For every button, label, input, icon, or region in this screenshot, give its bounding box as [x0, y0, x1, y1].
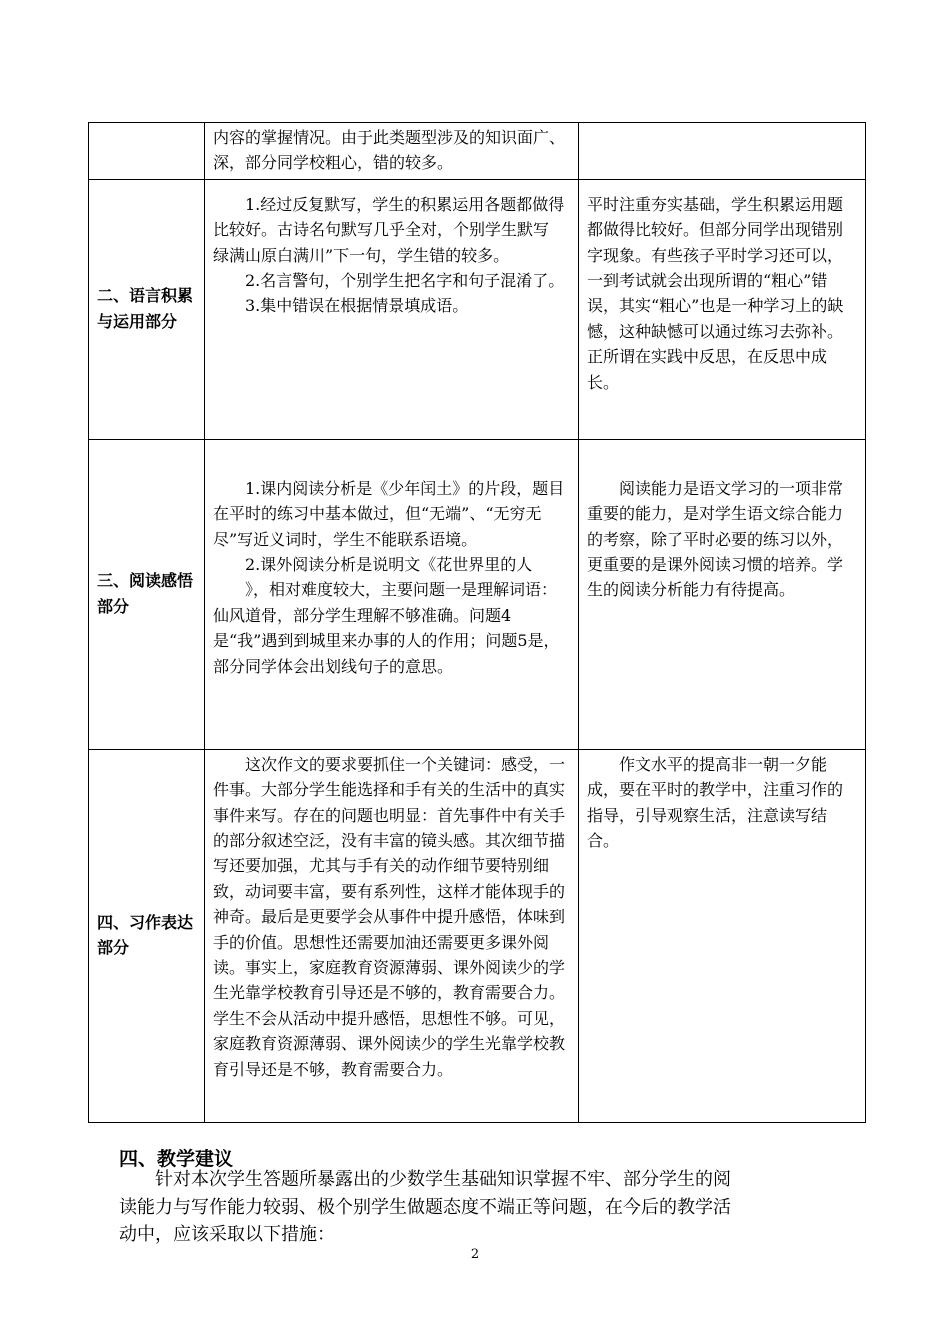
row-label: 三、阅读感悟部分 — [89, 439, 205, 749]
analysis-cell — [205, 749, 579, 1122]
analysis-cell — [205, 179, 579, 439]
paragraph-line: 针对本次学生答题所暴露出的少数学生基础知识掌握不牢、部分学生的阅 — [155, 1169, 731, 1190]
analysis-cell — [205, 439, 579, 749]
analysis-text: 内容的掌握情况。由于此类题型涉及的知识面广、深，部分同学校粗心，错的较多。 — [213, 128, 566, 173]
row-label: 二、语言积累与运用部分 — [89, 179, 205, 439]
analysis-text: 2.课外阅读分析是说明文《花世界里的人 — [245, 555, 533, 575]
analysis-text: 这次作文的要求要抓住一个关键词：感受，一件事。大部分学生能选择和手有关的生活中的真实事件来写。存在的问题也明显：首先事件中有关手的部分叙述空泛，没有丰富的镜头感。其次细节描写还要加强，尤其与手有关的动作细节要特别细致，动词要丰富，要有系列性，这样才能体现手的神奇。最后是更要学会从事件中提升感悟，体味到手的价值。思想性还需要加油还需要更多课外阅读。事实上，家庭教育资源薄弱、课外阅读少的学生光靠学校教育引导还是不够的，教育需要合力。学生不会从活动中提升感悟，思想性不够。可见，家庭教育资源薄弱、课外阅读少的学生光靠学校教育引导还是不够，教育需要合力。 — [213, 754, 566, 1079]
table-row — [89, 749, 866, 1122]
reflection-text: 平时注重夯实基础，学生积累运用题都做得比较好。但部分同学出现错别字现象。有些孩子平时学习还可以，一到考试就会出现所谓的“粗心”错误，其实“粗心”也是一种学习上的缺憾，这种缺憾可以通过练习去弥补。正所谓在实践中反思，在反思中成长。 — [587, 194, 844, 392]
reflection-cell — [579, 439, 866, 749]
analysis-text: 》，相对难度较大，主要问题一是理解词语：仙风道骨，部分学生理解不够准确。问题4是“我”遇到到城里来办事的人的作用；问题5是，部分同学体会出划线句子的意思。 — [213, 580, 560, 676]
reflection-cell — [579, 749, 866, 1122]
section-paragraph — [119, 1166, 864, 1249]
table-row — [89, 179, 866, 439]
analysis-cell — [205, 123, 579, 180]
reflection-text: 阅读能力是语文学习的一项非常重要的能力，是对学生语文综合能力的考察，除了平时必要的练习以外，更重要的是课外阅读习惯的培养。学生的阅读分析能力有待提高。 — [587, 478, 844, 600]
reflection-cell — [579, 179, 866, 439]
table-row — [89, 123, 866, 180]
analysis-text: 3.集中错误在根据情景填成语。 — [245, 296, 469, 316]
row-label — [89, 123, 205, 180]
reflection-text: 作文水平的提高非一朝一夕能成，要在平时的教学中，注重习作的指导，引导观察生活，注意读写结合。 — [587, 754, 844, 851]
section-heading: 四、教学建议 — [119, 1148, 234, 1170]
page-number: 2 — [470, 1247, 480, 1262]
table-row — [89, 439, 866, 749]
row-label: 四、习作表达部分 — [89, 749, 205, 1122]
analysis-text: 1.经过反复默写，学生的积累运用各题都做得比较好。古诗名句默写几乎全对，个别学生默写 绿满山原白满川”下一句，学生错的较多。 — [213, 194, 565, 265]
analysis-table — [88, 122, 866, 1123]
paragraph-line: 动中，应该采取以下措施： — [119, 1224, 335, 1245]
reflection-cell — [579, 123, 866, 180]
paragraph-line: 读能力与写作能力较弱、极个别学生做题态度不端正等问题，在今后的教学活 — [119, 1196, 731, 1218]
analysis-text: 1.课内阅读分析是《少年闰土》的片段，题目在平时的练习中基本做过，但“无端”、“无穷无尽”写近义词时，学生不能联系语境。 — [213, 478, 565, 549]
analysis-text: 2.名言警句，个别学生把名字和句子混淆了。 — [245, 271, 565, 291]
